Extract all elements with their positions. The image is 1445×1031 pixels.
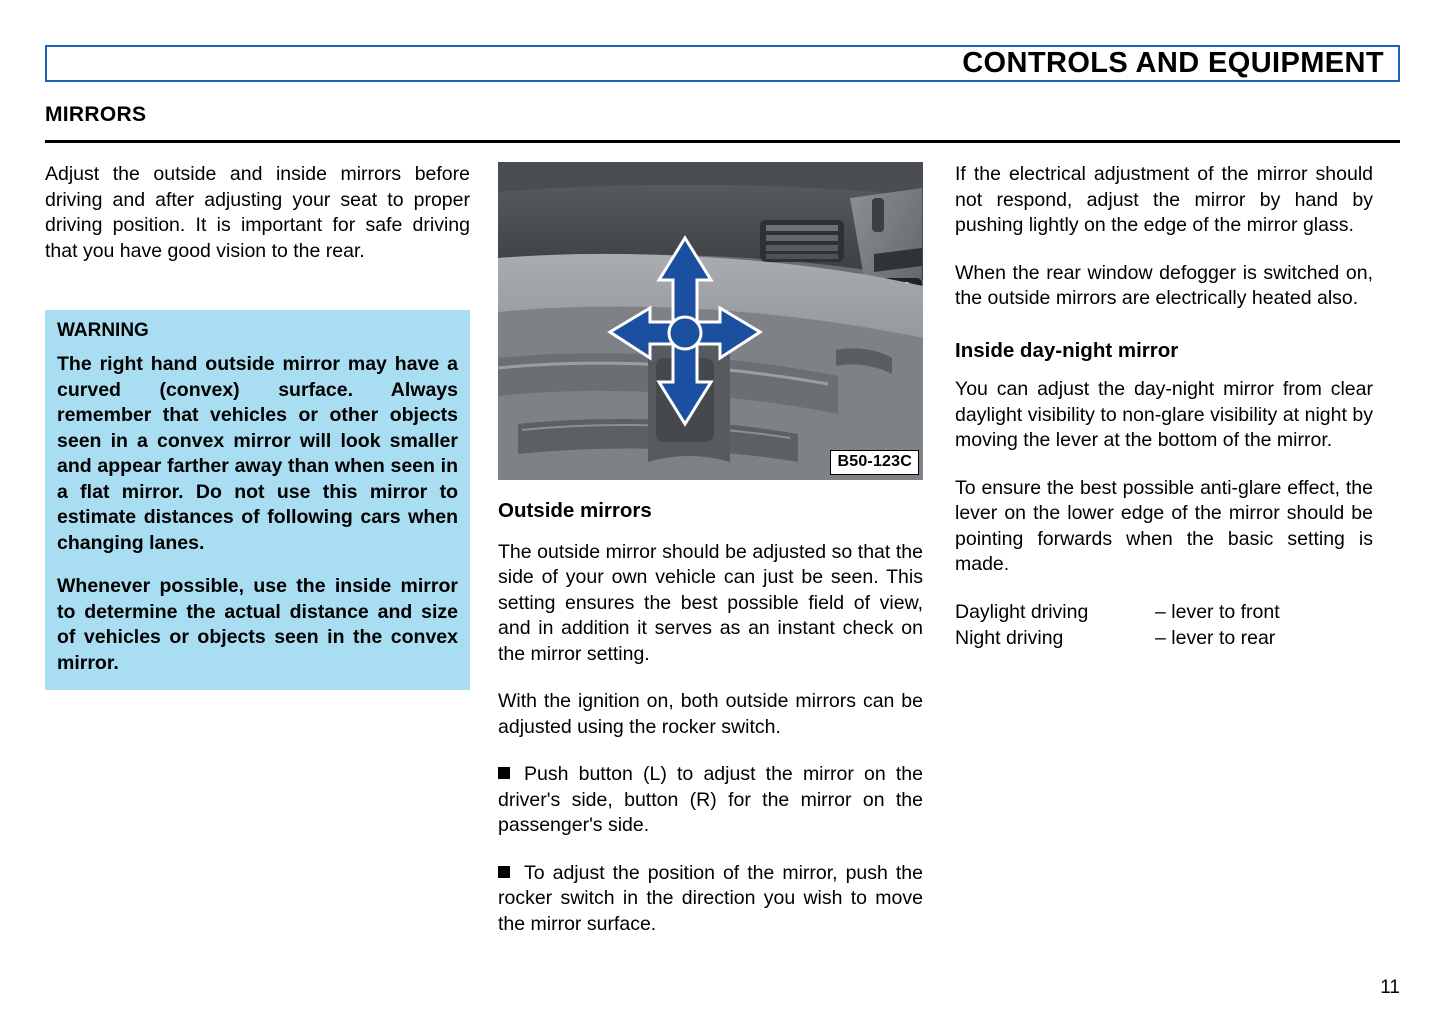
column-left [45, 162, 470, 286]
figure-caption: B50-123C [830, 450, 919, 475]
table-row-label: Daylight driving [955, 600, 1089, 623]
warning-paragraph-2: Whenever possible, use the inside mirror to determine the actual distance and size of vehicles or objects seen in the convex mirror. [57, 575, 458, 674]
outside-mirrors-paragraph-2: With the ignition on, both outside mirrors can be adjusted using the rocker switch. [498, 690, 923, 738]
right-paragraph-4: To ensure the best possible anti-glare effect, the lever on the lower edge of the mirror should be pointing forwards when the basic setting is made. [955, 476, 1373, 575]
bullet-item-2-text: To adjust the position of the mirror, push the rocker switch in the direction you wish to move the mirror surface. [498, 861, 923, 935]
column-middle [498, 498, 923, 959]
outside-mirrors-heading: Outside mirrors [498, 499, 652, 522]
door-panel-illustration [498, 162, 923, 480]
outside-mirrors-paragraph-1: The outside mirror should be adjusted so that the side of your own vehicle can just be seen. This setting ensures the best possible field of view, and in addition it serves as an instant check on the mirror setting. [498, 540, 923, 665]
right-paragraph-1: If the electrical adjustment of the mirror should not respond, adjust the mirror by hand by pushing lightly on the edge of the mirror glass. [955, 163, 1373, 236]
table-row-label: Night driving [955, 627, 1064, 649]
warning-box [45, 310, 470, 690]
table-row-value: – lever to rear [1155, 627, 1276, 649]
figure-door-panel [498, 162, 923, 480]
warning-paragraph-1: The right hand outside mirror may have a curved (convex) surface. Always remember that vehicles or other objects seen in a convex mirror will look smaller and appear farther away than when seen in a flat mirror. Do not use this mirror to estimate distances of following cars when changing lanes. [57, 353, 458, 554]
lever-setting-table [955, 600, 1373, 652]
bullet-item-1-text: Push button (L) to adjust the mirror on the driver's side, button (R) for the mirror on the passenger's side. [498, 763, 923, 836]
air-vent [760, 220, 844, 262]
right-paragraph-3: You can adjust the day-night mirror from clear daylight visibility to non-glare visibility at night by moving the lever at the bottom of the mirror. [955, 378, 1373, 451]
intro-paragraph: Adjust the outside and inside mirrors before driving and after adjusting your seat to proper driving position. It is important for safe driving that you have good vision to the rear. [45, 163, 470, 262]
header-divider [45, 140, 1400, 143]
bullet-item-1 [498, 762, 923, 839]
page-number: 11 [1380, 977, 1400, 998]
header-title: CONTROLS AND EQUIPMENT [962, 46, 1384, 79]
table-row-value: – lever to front [1155, 600, 1280, 623]
page-header [45, 45, 1400, 82]
right-paragraph-2: When the rear window defogger is switched on, the outside mirrors are electrically heated also. [955, 261, 1373, 309]
section-title: MIRRORS [45, 103, 147, 126]
bullet-square-icon [498, 767, 510, 779]
bullet-item-2 [498, 861, 923, 938]
warning-title: WARNING [57, 320, 149, 341]
inside-mirror-heading: Inside day-night mirror [955, 338, 1179, 362]
bullet-square-icon [498, 866, 510, 878]
column-right [955, 162, 1373, 652]
